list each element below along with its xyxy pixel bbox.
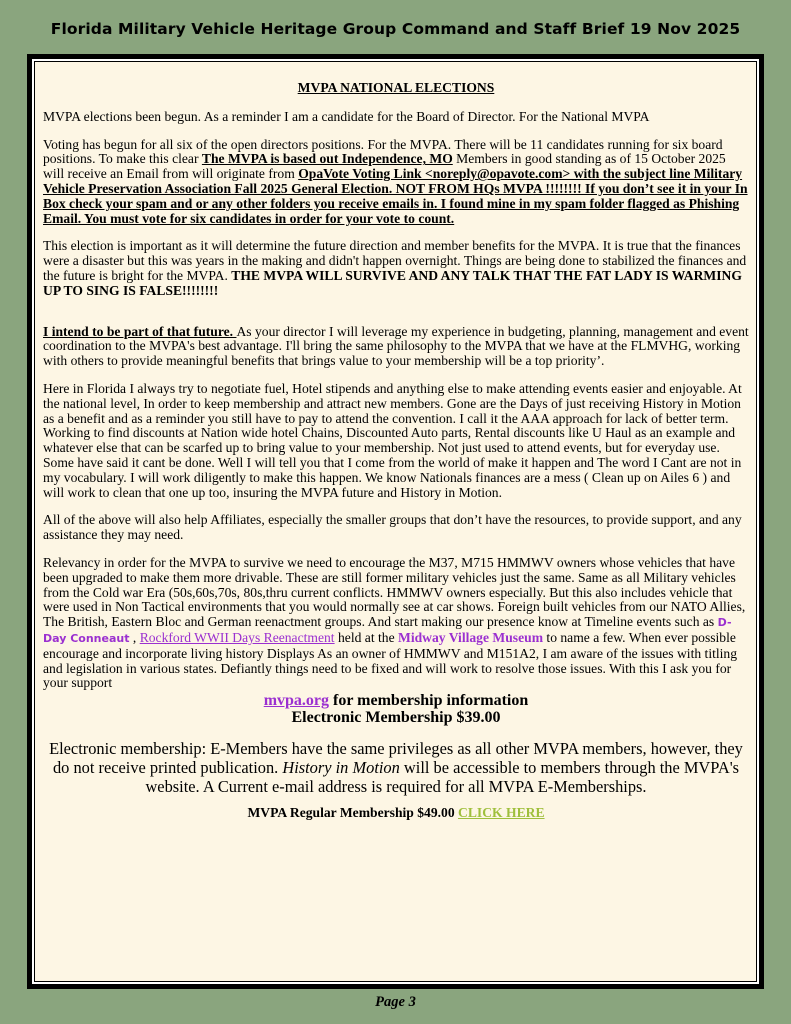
paragraph-future [43,325,749,369]
membership-info-line [43,692,749,709]
newsletter-header: Florida Military Vehicle Heritage Group Command and Staff Brief 19 Nov 2025 [50,20,741,38]
dday-conneaut-link[interactable]: D-Day Conneaut [43,616,732,645]
paragraph-affiliates: All of the above will also help Affiliates, especially the smaller groups that don’t have the resources, to provide support, and any assistance they may need. [43,512,742,543]
paragraph-intro: MVPA elections been begun. As a reminder I am a candidate for the Board of Director. For the National MVPA [43,108,650,124]
paragraph-importance [43,239,749,298]
paragraph-voting [43,138,749,227]
content-panel [32,59,759,984]
mvpa-org-link[interactable]: mvpa.org [263,692,330,710]
publication-title: History in Motion [282,758,400,778]
regular-membership-line [43,806,749,821]
paragraph-florida: Here in Florida I always try to negotiate fuel, Hotel stipends and anything else to make attending events easier and enjoyable. At the national level, In order to keep membership and attract new members. Gone are the Days of just receiving History in Motion as a benefit and as a reminder you still have to pay to attend the convention. I call it the AAA approach for lack of better term. Working to find discounts at Nation wide hotel Chains, Discounted Auto parts, Rental discounts like U Haul as an example and whatever else that can be scarfed up to bring value to your membership. Not just used to attend events, but for everyday use. Some have said it cant be done. Well I will tell you that I come from the world of make it happen and The word I Cant are not in my vocabulary. I will work diligently to make this happen. We know Nationals finances are a mess ( Clean up on Ailes 6 ) and will work to clean that one up too, insuring the MVPA future and History in Motion. [43,380,742,500]
paragraph-relevancy [43,556,749,691]
electronic-membership-price: Electronic Membership $39.00 [291,709,501,727]
mvpa-location-note: The MVPA is based out Independence, MO [201,151,453,167]
relevancy-text-2: held at the [334,629,399,645]
e-member-text-2: will be accessible to members through the MVPA's website. A Current e-mail address is required for all MVPA E-Memberships. [145,758,740,797]
e-member-text: Electronic membership: E-Members have the same privileges as all other MVPA members, however, they do not receive printed publication. [49,739,743,778]
article-title: MVPA NATIONAL ELECTIONS [297,80,495,95]
voting-text: Voting has begun for all six of the open directors positions. For the MVPA. There will be 11 candidates running for six board positions. To make this clear [43,136,723,167]
relevancy-text: Relevancy in order for the MVPA to survive we need to encourage the M37, M715 HMMWV owners whose vehicles that have been upgraded to make them more drivable. These are still former military vehicles just the same. Same as all Military vehicles from the Cold war Era (50s,60s,70s, 80s,thru current conflicts. HMMWV owners especially. But this also includes vehicle that were used in Non Tactical environments that you would normally see at car shows. Foreign built vehicles from our NATO Allies, The British, Eastern Bloc and German reenactment groups. And start making our presence know at Timeline events such as [43,554,746,630]
content-frame [27,54,764,989]
click-here-link[interactable]: CLICK HERE [458,805,545,821]
voting-text-2: Members in good standing as of 15 October 2025 will receive an Email from will originate from [43,151,726,182]
survive-statement: THE MVPA WILL SURVIVE AND ANY TALK THAT THE FAT LADY IS WARMING UP TO SING IS FALSE!!!!!!!! [43,267,742,298]
electronic-membership-description [43,739,749,796]
future-heading: I intend to be part of that future. [43,323,237,339]
importance-text: This election is important as it will determine the future direction and member benefits for the MVPA. It is true that the finances were a disaster but this was years in the making and didn't happen overnight. Things are being done to stabilized the finances and the future is bright for the MVPA. [43,238,747,283]
separator: , [129,629,140,645]
opavote-notice: OpaVote Voting Link <noreply@opavote.com> with the subject line Military Vehicle Preservation Association Fall 2025 General Election. NOT FROM HQs MVPA !!!!!!!! If you don’t see it in your In Box check your spam and or any other folders you receive emails in. I found mine in my spam folder flagged as Phishing Email. You must vote for six candidates in order for your vote to count. [43,166,748,226]
rockford-link[interactable]: Rockford WWII Days Reenactment [139,629,335,645]
midway-museum-link[interactable]: Midway Village Museum [398,629,544,645]
page-number: Page 3 [375,994,416,1010]
membership-info-text: for membership information [329,692,529,710]
regular-membership-label: MVPA Regular Membership $49.00 [247,805,459,821]
future-text: As your director I will leverage my experience in budgeting, planning, management and event coordination to the MVPA's best advantage. I'll bring the same philosophy to the MVPA that we have at the FLMVHG, working with others to provide meaningful benefits that brings value to your membership will be a top priority’. [43,323,749,369]
relevancy-text-3: to name a few. When ever possible encourage and incorporate living history Displays As an owner of HMMWV and M151A2, I am aware of the issues with titling and legislation in various states. Defiantly things need to be fixed and will work to resolve those issues. With this I ask you for your support [43,629,738,691]
